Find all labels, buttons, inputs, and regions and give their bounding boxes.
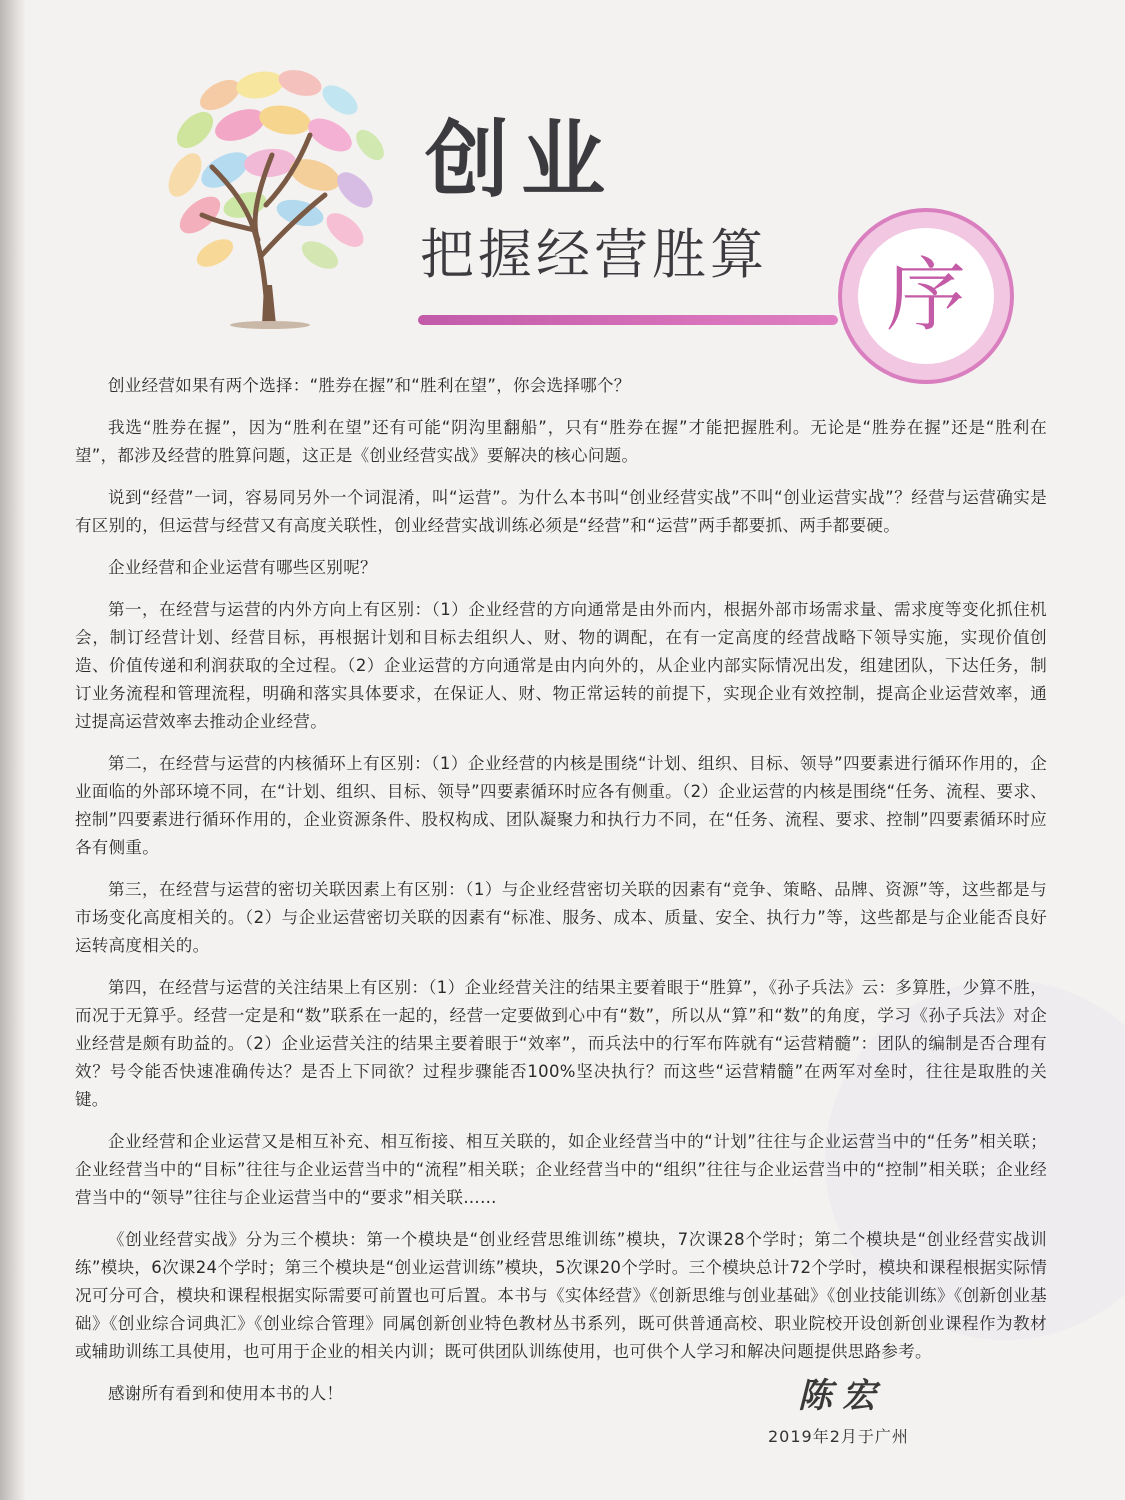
paragraph-1: 创业经营如果有两个选择：“胜券在握”和“胜利在望”，你会选择哪个？ <box>108 376 631 395</box>
page-subtitle: 把握经营胜算 <box>420 223 768 286</box>
paragraph-8: 第四，在经营与运营的关注结果上有区别：（1）企业经营关注的结果主要着眼于“胜算”，《孙子兵法》云：多算胜，少算不胜，而况于无算乎。经营一定是和“数”联系在一起的，经营一定要做到心中有“数”，所以从“算”和“数”的角度，学习《孙子兵法》对企业经营是颇有助益的。（2）企业运营关注的结果主要着眼于“效率”，而兵法中的行军布阵就有“运营精髓”：团队的编制是否合理有效？号令能否快速准确传达？是否上下同欲？过程步骤能否100%坚决执行？而这些“运营精髓”在两军对垒时，往往是取胜的关键。 <box>75 978 1047 1109</box>
paragraph-9: 企业经营和企业运营又是相互补充、相互衔接、相互关联的，如企业经营当中的“计划”往往与企业运营当中的“任务”相关联；企业经营当中的“目标”往往与企业运营当中的“流程”相关联；企业经营当中的“组织”往往与企业运营当中的“控制”相关联；企业经营当中的“领导”往往与企业运营当中的“要求”相关联…… <box>75 1132 1047 1207</box>
seal-character: 序 <box>886 249 966 342</box>
paragraph-7: 第三，在经营与运营的密切关联因素上有区别：（1）与企业经营密切关联的因素有“竞争、策略、品牌、资源”等，这些都是与市场变化高度相关的。（2）与企业运营密切关联的因素有“标准、服务、成本、质量、安全、执行力”等，这些都是与企业能否良好运转高度相关的。 <box>75 880 1047 955</box>
author-signature: 陈宏 <box>798 1376 886 1416</box>
paragraph-2: 我选“胜券在握”，因为“胜利在望”还有可能“阴沟里翻船”，只有“胜券在握”才能把握胜利。无论是“胜券在握”还是“胜利在望”，都涉及经营的胜算问题，这正是《创业经营实战》要解决的核心问题。 <box>75 418 1047 465</box>
paragraph-6: 第二，在经营与运营的内核循环上有区别：（1）企业经营的内核是围绕“计划、组织、目标、领导”四要素进行循环作用的，企业面临的外部环境不同，在“计划、组织、目标、领导”四要素循环时应各有侧重。（2）企业运营的内核是围绕“任务、流程、要求、控制”四要素进行循环作用的，企业资源条件、股权构成、团队凝聚力和执行力不同，在“任务、流程、要求、控制”四要素循环时应各有侧重。 <box>75 754 1047 857</box>
preface-body <box>75 372 1047 1422</box>
paragraph-5: 第一，在经营与运营的内外方向上有区别：（1）企业经营的方向通常是由外而内，根据外部市场需求量、需求度等变化抓住机会，制订经营计划、经营目标，再根据计划和目标去组织人、财、物的调配，在有一定高度的经营战略下领导实施，实现价值创造、价值传递和利润获取的全过程。（2）企业运营的方向通常是由内向外的，从企业内部实际情况出发，组建团队，下达任务，制订业务流程和管理流程，明确和落实具体要求，在保证人、财、物正常运转的前提下，实现企业有效控制，提高企业运营效率，通过提高运营效率去推动企业经营。 <box>75 600 1047 731</box>
seal-inner-circle <box>858 228 994 364</box>
paragraph-4: 企业经营和企业运营有哪些区别呢？ <box>108 558 377 577</box>
date-place: 2019年2月于广州 <box>768 1427 909 1446</box>
paragraph-10: 《创业经营实战》分为三个模块：第一个模块是“创业经营思维训练”模块，7次课28个学时；第二个模块是“创业经营实战训练”模块，6次课24个学时；第三个模块是“创业运营训练”模块，5次课20个学时。三个模块总计72个学时，模块和课程根据实际情况可分可合，模块和课程根据实际需要可前置也可后置。本书与《实体经营》《创新思维与创业基础》《创业技能训练》《创新创业基础》《创业综合词典汇》《创业综合管理》同属创新创业特色教材丛书系列，既可供普通高校、职业院校开设创新创业课程作为教材或辅助训练工具使用，也可用于企业的相关内训；既可供团队训练使用，也可供个人学习和解决问题提供思路参考。 <box>75 1230 1047 1361</box>
paragraph-3: 说到“经营”一词，容易同另外一个词混淆，叫“运营”。为什么本书叫“创业经营实战”不叫“创业运营实战”？经营与运营确实是有区别的，但运营与经营又有高度关联性，创业经营实战训练必须是“经营”和“运营”两手都要抓、两手都要硬。 <box>75 488 1047 535</box>
title-underline <box>418 315 838 325</box>
book-gutter-shadow <box>0 0 26 1500</box>
seal-circle-icon <box>838 208 1014 384</box>
tree-illustration-icon <box>150 55 400 330</box>
page-title: 创业 <box>425 111 618 209</box>
paragraph-11: 感谢所有看到和使用本书的人！ <box>108 1384 344 1403</box>
